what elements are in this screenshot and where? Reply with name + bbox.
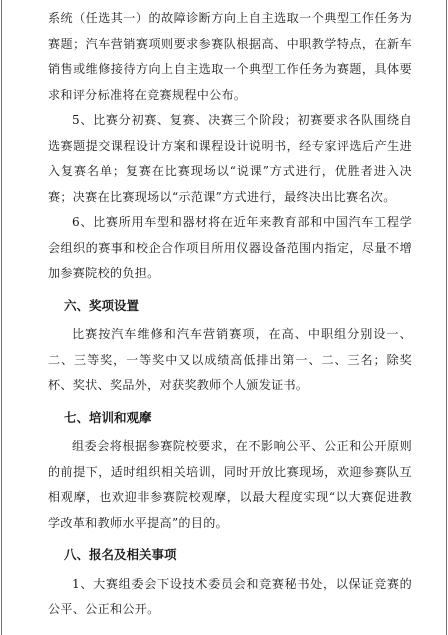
section-heading-training: 七、培训和观摩 — [64, 409, 152, 425]
page-right-border — [446, 0, 447, 635]
section-heading-registration: 八、报名及相关事项 — [64, 547, 177, 562]
page-left-border — [1, 0, 2, 635]
document-body — [48, 6, 412, 623]
section-heading-awards: 六、奖项设置 — [64, 297, 140, 313]
paragraph-registration: 1、大赛组委会下设技术委员会和竞赛秘书处，以保证竞赛的公平、公正和公开。 — [48, 576, 412, 616]
paragraph-stages: 5、比赛分初赛、复赛、决赛三个阶段；初赛要求各队围绕自选赛题提交课程设计方案和课程设计说明书，经专家评选后产生进入复赛名单；复赛在比赛现场以“说课”方式进行，优胜者进入决赛；决赛在比赛现场以“示范课”方式进行，最终决出比赛名次。 — [48, 113, 412, 204]
paragraph-training: 组委会将根据参赛院校要求，在不影响公平、公正和公开原则的前提下，适时组织相关培训，同时开放比赛现场，欢迎参赛队互相观摩，也欢迎非参赛院校观摩，以最大程度实现“以大赛促进教学改革和教师水平提高”的目的。 — [48, 439, 412, 530]
paragraph-competition-topics: 系统（任选其一）的故障诊断方向上自主选取一个典型工作任务为赛题；汽车营销赛项则要求参赛队根据高、中职教学特点，在新车销售或维修接待方向上自主选取一个典型工作任务为赛题，具体要求和评分标准将在竞赛规程中公布。 — [48, 11, 412, 102]
paragraph-vehicles-equipment: 6、比赛所用车型和器材将在近年来教育部和中国汽车工程学会组织的赛事和校企合作项目所用仪器设备范围内指定，尽量不增加参赛院校的负担。 — [48, 215, 412, 280]
paragraph-awards: 比赛按汽车维修和汽车营销赛项，在高、中职组分别设一、二、三等奖，一等奖中又以成绩高低排出第一、二、三名；除奖杯、奖状、奖品外，对获奖教师个人颁发证书。 — [48, 327, 412, 392]
